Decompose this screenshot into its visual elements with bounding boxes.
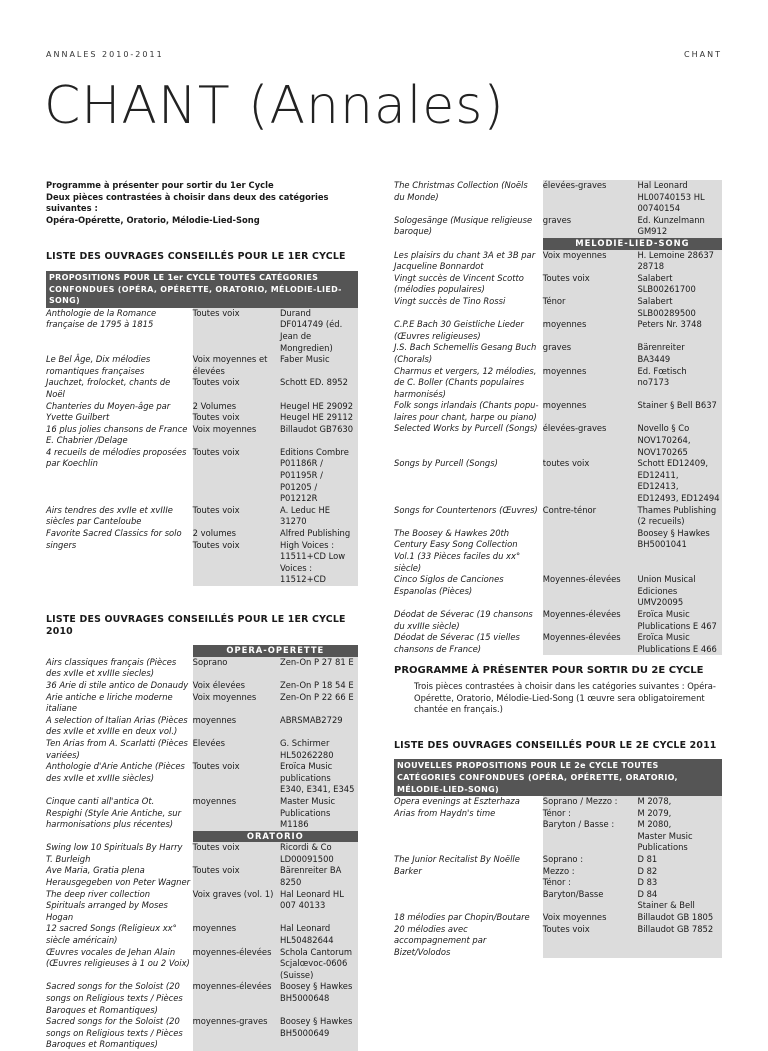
table-row bbox=[46, 377, 358, 400]
table-cell: Eroïca Music publications E340, E341, E345 bbox=[280, 761, 358, 796]
category-bar-row bbox=[46, 645, 358, 657]
table-cell: Billaudot GB 7852 bbox=[637, 924, 722, 959]
category-bar: PROPOSITIONS POUR LE 1er CYCLE TOUTES CATÉGORIES CONFONDUES (OPÉRA, OPÉRETTE, ORATORIO, MÉLODIE-LIED-SONG) bbox=[46, 271, 358, 308]
table-cell: Hal Leonard HL50482644 bbox=[280, 923, 358, 946]
table-cell: Boosey § Hawkes BH5000648 bbox=[280, 981, 358, 1016]
table-row bbox=[394, 273, 722, 296]
category-bar-row bbox=[46, 831, 358, 843]
table-row bbox=[394, 458, 722, 504]
table-cell: Alfred Publishing High Voices : 11511+CD Low Voices : 11512+CD bbox=[280, 528, 358, 586]
section-heading: LISTE DES OUVRAGES CONSEILLÉS POUR LE 1ER CYCLE 2010 bbox=[46, 614, 346, 637]
table-cell: Airs classiques français (Pièces des xvIIe et xvIIIe siecles) bbox=[46, 656, 177, 679]
table-cell: Editions Combre P01186R / P01195R / P01205 / P01212R bbox=[280, 447, 358, 505]
category-bar: NOUVELLES PROPOSITIONS POUR LE 2e CYCLE TOUTES CATÉGORIES CONFONDUES (OPÉRA, OPÉRETTE, ORATORIO, MÉLODIE-LIED-SONG) bbox=[394, 759, 722, 796]
table-cell: 36 Arie di stile antico de Donaudy bbox=[46, 679, 189, 690]
table-cell: toutes voix bbox=[543, 458, 638, 504]
category-bar-row bbox=[394, 238, 722, 250]
works-table bbox=[46, 645, 358, 1051]
table-cell: Master Music Publications M1186 bbox=[280, 796, 358, 831]
table-cell: Œuvres vocales de Jehan Alain (Œuvres religieuses à 1 ou 2 Voix) bbox=[46, 946, 190, 969]
table-cell: Vingt succès de Vincent Scotto (mélodies populaires) bbox=[394, 272, 524, 295]
running-header-right: CHANT bbox=[684, 50, 722, 59]
table-cell: Sacred songs for the Soloist (20 songs on Religious texts / Pièces Baroques et Romantiques) bbox=[46, 1016, 183, 1050]
table-cell: Eroïca Music Plublications E 466 bbox=[637, 632, 722, 655]
table-row bbox=[46, 1016, 358, 1051]
section-heading: LISTE DES OUVRAGES CONSEILLÉS POUR LE 2E CYCLE 2011 bbox=[394, 739, 717, 751]
right-column bbox=[394, 180, 722, 958]
table-cell: élevées-graves bbox=[543, 423, 638, 458]
table-row bbox=[46, 889, 358, 924]
table-cell: Toutes voix bbox=[193, 842, 280, 865]
table-cell: M 2078, M 2079, M 2080, Master Music Publications bbox=[637, 796, 722, 854]
table-cell: Arie antiche e liriche moderne italiane bbox=[46, 691, 173, 714]
table-cell: A selection of Italian Arias (Pièces des xvIIe et xvIIIe en deux vol.) bbox=[46, 714, 188, 737]
table-cell: Toutes voix bbox=[193, 308, 280, 354]
table-row bbox=[394, 574, 722, 609]
table-row bbox=[394, 319, 722, 342]
table-cell: Airs tendres des xvIIe et xvIIIe siècles par Canteloube bbox=[46, 504, 173, 527]
page-title: CHANT (Annales) bbox=[44, 76, 505, 136]
table-cell: Voix moyennes bbox=[193, 424, 280, 447]
table-cell: Salabert SLB00261700 bbox=[637, 273, 722, 296]
table-cell: Toutes voix bbox=[193, 447, 280, 505]
table-cell: Union Musical Ediciones UMV20095 bbox=[637, 574, 722, 609]
table-row bbox=[46, 401, 358, 424]
table-cell: Zen-On P 22 66 E bbox=[280, 692, 358, 715]
table-cell: Boosey § Hawkes BH5000649 bbox=[280, 1016, 358, 1051]
table-row bbox=[46, 715, 358, 738]
table-cell: Bärenreiter BA3449 bbox=[637, 342, 722, 365]
table-cell: Stainer § Bell B637 bbox=[637, 400, 722, 423]
table-cell: Peters Nr. 3748 bbox=[637, 319, 722, 342]
table-row bbox=[394, 250, 722, 273]
works-table bbox=[46, 308, 358, 586]
table-cell: Soprano / Mezzo : Ténor : Baryton / Basse : bbox=[543, 796, 638, 854]
table-row bbox=[46, 505, 358, 528]
table-row bbox=[46, 738, 358, 761]
table-row bbox=[394, 528, 722, 574]
intro-line: Opéra-Opérette, Oratorio, Mélodie-Lied-Song bbox=[46, 214, 260, 225]
table-cell: Voix moyennes bbox=[543, 250, 638, 273]
table-cell: Eroïca Music Plublications E 467 bbox=[637, 609, 722, 632]
table-row bbox=[394, 215, 722, 238]
table-cell: Zen-On P 18 54 E bbox=[280, 680, 358, 692]
table-cell: Voix graves (vol. 1) bbox=[193, 889, 280, 924]
table-cell: moyennes bbox=[193, 923, 280, 946]
table-row bbox=[394, 912, 722, 924]
table-cell: The Boosey & Hawkes 20th Century Easy Song Collection Vol.1 (33 Pièces faciles du xx° siècle) bbox=[394, 527, 521, 573]
table-row bbox=[46, 308, 358, 354]
table-cell: Cinque canti all'antica Ot. Respighi (Style Arie Antiche, sur harmonisations plus récentes) bbox=[46, 795, 182, 830]
table-cell: Sologesänge (Musique religieuse baroque) bbox=[394, 214, 533, 237]
table-cell: Hal Leonard HL00740153 HL 00740154 bbox=[637, 180, 722, 215]
table-cell: Schott ED12409, ED12411, ED12413, ED12493, ED12494 bbox=[637, 458, 722, 504]
table-row bbox=[394, 854, 722, 912]
table-cell: Voix élevées bbox=[193, 680, 280, 692]
section-heading: PROGRAMME À PRÉSENTER POUR SORTIR DU 2E CYCLE bbox=[394, 665, 704, 677]
table-cell bbox=[543, 528, 638, 574]
table-cell: graves bbox=[543, 215, 638, 238]
table-row bbox=[394, 400, 722, 423]
table-cell: Les plaisirs du chant 3A et 3B par Jacqueline Bonnardot bbox=[394, 249, 536, 272]
table-cell: Ed. Fœtisch no7173 bbox=[637, 366, 722, 401]
table-cell: Toutes voix bbox=[193, 505, 280, 528]
table-cell: C.P.E Bach 30 Geistliche Lieder (Œuvres religieuses) bbox=[394, 319, 524, 341]
table-cell bbox=[46, 831, 193, 843]
works-table bbox=[394, 796, 722, 958]
table-cell: Songs by Purcell (Songs) bbox=[394, 458, 498, 469]
table-row bbox=[394, 796, 722, 854]
running-header-left: ANNALES 2010-2011 bbox=[46, 50, 164, 59]
table-cell: Ricordi & Co LD00091500 bbox=[280, 842, 358, 865]
table-cell: Charmus et vergers, 12 mélodies, de C. Boller (Chants populaires harmonisés) bbox=[394, 365, 537, 399]
table-cell: Moyennes-élevées bbox=[543, 609, 638, 632]
table-cell: moyennes bbox=[543, 400, 638, 423]
table-cell: moyennes-graves bbox=[193, 1016, 280, 1051]
table-cell: 20 mélodies avec accompagnement par Bizet/Volodos bbox=[394, 923, 487, 957]
table-cell: Hal Leonard HL 007 40133 bbox=[280, 889, 358, 924]
table-cell: Anthologie d'Arie Antiche (Pièces des xvIIe et xvIIIe siècles) bbox=[46, 761, 185, 783]
table-cell: Vingt succès de Tino Rossi bbox=[394, 295, 506, 306]
table-cell: moyennes bbox=[543, 319, 638, 342]
table-cell: Favorite Sacred Classics for solo singers bbox=[46, 528, 182, 550]
table-row bbox=[394, 180, 722, 215]
table-row bbox=[46, 796, 358, 831]
table-row bbox=[394, 609, 722, 632]
table-row bbox=[46, 842, 358, 865]
table-cell: Faber Music bbox=[280, 354, 358, 377]
table-cell: Soprano bbox=[193, 657, 280, 680]
table-cell: Heugel HE 29092 Heugel HE 29112 bbox=[280, 401, 358, 424]
table-cell: Ave Maria, Gratia plena Herausgegeben von Peter Wagner bbox=[46, 865, 191, 888]
left-column bbox=[46, 180, 358, 1051]
table-cell: moyennes-élevées bbox=[193, 947, 280, 982]
table-cell: The Christmas Collection (Noëls du Monde) bbox=[394, 180, 528, 202]
table-cell: Schott ED. 8952 bbox=[280, 377, 358, 400]
works-table bbox=[394, 180, 722, 655]
table-row bbox=[46, 947, 358, 982]
table-cell: Jauchzet, frolocket, chants de Noël bbox=[46, 377, 171, 399]
table-cell: Anthologie de la Romance française de 1795 à 1815 bbox=[46, 307, 157, 330]
table-cell: Ed. Kunzelmann GM912 bbox=[637, 215, 722, 238]
table-cell: Swing low 10 Spirituals By Harry T. Burleigh bbox=[46, 842, 183, 864]
table-cell: moyennes bbox=[543, 366, 638, 401]
table-cell: Voix moyennes et élevées bbox=[193, 354, 280, 377]
table-cell: Le Bel Âge, Dix mélodies romantiques françaises bbox=[46, 354, 151, 376]
table-cell: Moyennes-élevées bbox=[543, 632, 638, 655]
table-cell: Toutes voix bbox=[543, 924, 638, 959]
table-row bbox=[46, 761, 358, 796]
table-cell: Billaudot GB7630 bbox=[280, 424, 358, 447]
table-row bbox=[394, 296, 722, 319]
table-cell: J.S. Bach Schemellis Gesang Buch (Chorals) bbox=[394, 342, 537, 364]
table-cell: H. Lemoine 28637 28718 bbox=[637, 250, 722, 273]
table-cell: The deep river collection Spirituals arranged by Moses Hogan bbox=[46, 888, 168, 922]
table-cell: D 81 D 82 D 83 D 84 Stainer & Bell bbox=[637, 854, 722, 912]
table-cell: ABRSMAB2729 bbox=[280, 715, 358, 738]
category-bar: OPERA-OPERETTE bbox=[193, 645, 358, 657]
category-bar: MELODIE-LIED-SONG bbox=[543, 238, 722, 250]
table-cell: moyennes bbox=[193, 715, 280, 738]
table-row bbox=[394, 342, 722, 365]
table-cell: Voix moyennes bbox=[543, 912, 638, 924]
table-row bbox=[46, 657, 358, 680]
table-row bbox=[46, 424, 358, 447]
table-cell: 4 recueils de mélodies proposées par Koechlin bbox=[46, 446, 187, 469]
table-cell: Contre-ténor bbox=[543, 505, 638, 528]
table-cell: Schola Cantorum Scjalœvoc-0606 (Suisse) bbox=[280, 947, 358, 982]
table-cell: 2 volumes Toutes voix bbox=[193, 528, 280, 586]
table-row bbox=[394, 505, 722, 528]
intro-line: Programme à présenter pour sortir du 1er Cycle bbox=[46, 180, 274, 190]
table-row bbox=[46, 865, 358, 888]
table-cell: Soprano : Mezzo : Ténor : Baryton/Basse bbox=[543, 854, 638, 912]
table-cell: élevées-graves bbox=[543, 180, 638, 215]
table-cell: 18 mélodies par Chopin/Boutare bbox=[394, 912, 530, 923]
table-cell: Toutes voix bbox=[193, 865, 280, 888]
table-cell: graves bbox=[543, 342, 638, 365]
table-cell: Folk songs irlandais (Chants popu-laires pour chant, harpe ou piano) bbox=[394, 400, 539, 422]
table-cell: Novello § Co NOV170264, NOV170265 bbox=[637, 423, 722, 458]
table-cell bbox=[46, 645, 193, 657]
table-cell: Boosey § Hawkes BH5001041 bbox=[637, 528, 722, 574]
table-cell: Sacred songs for the Soloist (20 songs on Religious texts / Pièces Baroques et Romantiques) bbox=[46, 981, 183, 1015]
table-cell: Chanteries du Moyen-âge par Yvette Guilbert bbox=[46, 400, 171, 423]
table-row bbox=[46, 692, 358, 715]
table-cell: moyennes bbox=[193, 796, 280, 831]
table-cell: Toutes voix bbox=[193, 761, 280, 796]
table-row bbox=[46, 447, 358, 505]
table-cell: Opera evenings at Eszterhaza Arias from Haydn's time bbox=[394, 796, 520, 818]
table-cell: Ténor bbox=[543, 296, 638, 319]
table-row bbox=[394, 366, 722, 401]
table-cell: Billaudot GB 1805 bbox=[637, 912, 722, 924]
table-row bbox=[46, 923, 358, 946]
table-row bbox=[46, 981, 358, 1016]
table-cell: Zen-On P 27 81 E bbox=[280, 657, 358, 680]
table-cell: Salabert SLB00289500 bbox=[637, 296, 722, 319]
table-cell: Toutes voix bbox=[543, 273, 638, 296]
table-cell: Ten Arias from A. Scarlatti (Pièces variées) bbox=[46, 737, 188, 760]
table-cell: Selected Works by Purcell (Songs) bbox=[394, 423, 538, 434]
table-cell: Déodat de Séverac (15 vielles chansons de France) bbox=[394, 632, 520, 654]
intro-line: Deux pièces contrastées à choisir dans deux des catégories suivantes : bbox=[46, 191, 329, 214]
table-row bbox=[46, 680, 358, 692]
table-cell: Thames Publishing (2 recueils) bbox=[637, 505, 722, 528]
table-cell: Songs for Countertenors (Œuvres) bbox=[394, 504, 538, 515]
table-cell: Voix moyennes bbox=[193, 692, 280, 715]
table-row bbox=[394, 632, 722, 655]
table-cell: Moyennes-élevées bbox=[543, 574, 638, 609]
table-cell: Déodat de Séverac (19 chansons du xvIIIe siècle) bbox=[394, 608, 533, 631]
table-row bbox=[394, 423, 722, 458]
table-cell bbox=[394, 238, 543, 250]
table-row bbox=[46, 528, 358, 586]
table-cell: moyennes-élevées bbox=[193, 981, 280, 1016]
table-cell: A. Leduc HE 31270 bbox=[280, 505, 358, 528]
table-row bbox=[394, 924, 722, 959]
intro bbox=[46, 180, 358, 226]
table-cell: The Junior Recitalist By Noëlle Barker bbox=[394, 854, 520, 876]
table-cell: G. Schirmer HL50262280 bbox=[280, 738, 358, 761]
table-row bbox=[46, 354, 358, 377]
table-cell: 12 sacred Songs (Religieux xx° siècle américain) bbox=[46, 923, 177, 946]
paragraph: Trois pièces contrastées à choisir dans les catégories suivantes : Opéra-Opérette, Oratorio, Mélodie-Lied-Song (1 œuvre sera obligatoirement chantée en français.) bbox=[414, 680, 716, 715]
table-cell: Elevées bbox=[193, 738, 280, 761]
table-cell: Durand DF014749 (éd. Jean de Mongredien) bbox=[280, 308, 358, 354]
table-cell: Bärenreiter BA 8250 bbox=[280, 865, 358, 888]
category-bar: ORATORIO bbox=[193, 831, 358, 843]
table-cell: 2 Volumes Toutes voix bbox=[193, 401, 280, 424]
table-cell: Cinco Siglos de Canciones Espanolas (Pièces) bbox=[394, 574, 504, 596]
table-cell: 16 plus jolies chansons de France E. Chabrier /Delage bbox=[46, 423, 188, 446]
table-cell: Toutes voix bbox=[193, 377, 280, 400]
section-heading: LISTE DES OUVRAGES CONSEILLÉS POUR LE 1ER CYCLE bbox=[46, 251, 346, 263]
